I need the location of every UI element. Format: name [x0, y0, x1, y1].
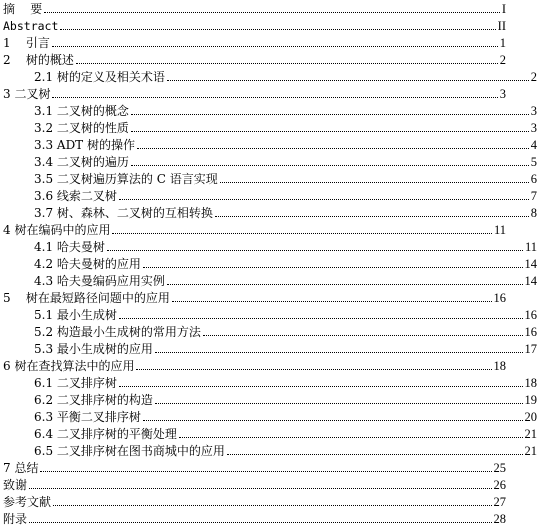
toc-entry-page: 7	[530, 189, 537, 203]
dot-leader	[52, 96, 497, 98]
dot-leader	[143, 266, 523, 268]
dot-leader	[53, 504, 491, 506]
toc-entry-title: 6.4 二叉排序树的平衡处理	[34, 427, 177, 441]
toc-entry-page: 28	[493, 512, 506, 526]
toc-entry-title: 附录	[3, 512, 28, 526]
dot-leader	[136, 368, 491, 370]
toc-entry-page: I	[501, 2, 506, 16]
toc-entry-section-4-2[interactable]	[0, 255, 537, 271]
toc-entry-page: II	[497, 19, 506, 33]
toc-entry-page: 20	[524, 410, 537, 424]
toc-entry-title: 3.1 二叉树的概念	[34, 104, 129, 118]
toc-entry-page: 14	[524, 274, 537, 288]
toc-entry-title: 5 树在最短路径问题中的应用	[3, 291, 170, 305]
dot-leader	[179, 436, 523, 438]
toc-entry-chapter-5[interactable]	[0, 289, 506, 305]
toc-entry-chapter-3[interactable]	[0, 85, 506, 101]
toc-entry-title: Abstract	[3, 19, 59, 33]
toc-entry-page: 16	[524, 308, 537, 322]
toc-entry-title: 5.1 最小生成树	[34, 308, 117, 322]
toc-entry-appendix[interactable]	[0, 510, 506, 526]
toc-entry-section-6-3[interactable]	[0, 408, 537, 424]
dot-leader	[107, 249, 523, 251]
dot-leader	[131, 164, 529, 166]
toc-entry-page: 5	[530, 155, 537, 169]
toc-entry-section-6-1[interactable]	[0, 374, 537, 390]
toc-entry-title: 6.3 平衡二叉排序树	[34, 410, 141, 424]
toc-entry-page: 25	[493, 461, 506, 475]
toc-entry-page: 8	[530, 206, 537, 220]
toc-entry-title: 2.1 树的定义及相关术语	[34, 70, 165, 84]
toc-entry-title: 3.3 ADT 树的操作	[34, 138, 136, 152]
toc-entry-title: 4.2 哈夫曼树的应用	[34, 257, 141, 271]
toc-entry-section-6-5[interactable]	[0, 442, 537, 458]
toc-entry-page: 11	[524, 240, 537, 254]
toc-entry-section-3-2[interactable]	[0, 119, 537, 135]
toc-entry-page: 26	[493, 478, 506, 492]
toc-entry-page: 21	[524, 444, 537, 458]
toc-entry-page: 6	[530, 172, 537, 186]
toc-entry-title: 摘 要	[3, 2, 43, 16]
dot-leader	[137, 147, 529, 149]
dot-leader	[119, 385, 523, 387]
dot-leader	[215, 215, 529, 217]
dot-leader	[220, 181, 529, 183]
dot-leader	[155, 351, 523, 353]
toc-entry-references[interactable]	[0, 493, 506, 509]
toc-entry-page: 4	[530, 138, 537, 152]
toc-entry-page: 1	[499, 36, 506, 50]
dot-leader	[119, 317, 523, 319]
toc-entry-page: 3	[530, 121, 537, 135]
toc-entry-acknowledgements[interactable]	[0, 476, 506, 492]
toc-entry-section-3-7[interactable]	[0, 204, 537, 220]
dot-leader	[227, 453, 523, 455]
toc-entry-section-3-6[interactable]	[0, 187, 537, 203]
toc-entry-title: 3.7 树、森林、二叉树的互相转换	[34, 206, 213, 220]
toc-entry-section-2-1[interactable]	[0, 68, 537, 84]
toc-entry-page: 3	[530, 104, 537, 118]
toc-entry-page: 2	[530, 70, 537, 84]
toc-entry-section-6-2[interactable]	[0, 391, 537, 407]
toc-entry-page: 21	[524, 427, 537, 441]
dot-leader	[76, 62, 498, 64]
toc-entry-abstract-en[interactable]	[0, 17, 506, 33]
toc-entry-section-5-2[interactable]	[0, 323, 537, 339]
dot-leader	[44, 11, 500, 13]
dot-leader	[112, 232, 492, 234]
toc-entry-title: 6 树在查找算法中的应用	[3, 359, 135, 373]
toc-entry-page: 19	[524, 393, 537, 407]
toc-entry-title: 3.5 二叉树遍历算法的 C 语言实现	[34, 172, 218, 186]
dot-leader	[29, 487, 491, 489]
toc-entry-section-4-3[interactable]	[0, 272, 537, 288]
toc-entry-title: 2 树的概述	[3, 53, 74, 67]
toc-entry-abstract-cn[interactable]	[0, 0, 506, 16]
toc-entry-title: 3 二叉树	[3, 87, 51, 101]
toc-entry-page: 3	[499, 87, 506, 101]
toc-entry-chapter-2[interactable]	[0, 51, 506, 67]
toc-entry-section-4-1[interactable]	[0, 238, 537, 254]
dot-leader	[203, 334, 523, 336]
toc-entry-title: 6.1 二叉排序树	[34, 376, 117, 390]
toc-entry-title: 4.1 哈夫曼树	[34, 240, 105, 254]
toc-entry-title: 6.5 二叉排序树在图书商城中的应用	[34, 444, 225, 458]
dot-leader	[167, 79, 529, 81]
toc-entry-section-3-4[interactable]	[0, 153, 537, 169]
toc-entry-page: 16	[524, 325, 537, 339]
toc-entry-section-6-4[interactable]	[0, 425, 537, 441]
toc-entry-title: 5.2 构造最小生成树的常用方法	[34, 325, 201, 339]
toc-entry-page: 18	[493, 359, 506, 373]
toc-entry-title: 致谢	[3, 478, 28, 492]
toc-entry-title: 3.6 线索二叉树	[34, 189, 117, 203]
toc-entry-title: 3.4 二叉树的遍历	[34, 155, 129, 169]
toc-entry-chapter-4[interactable]	[0, 221, 506, 237]
toc-entry-page: 14	[524, 257, 537, 271]
toc-entry-title: 参考文献	[3, 495, 52, 509]
toc-entry-section-3-5[interactable]	[0, 170, 537, 186]
dot-leader	[143, 419, 523, 421]
toc-entry-section-3-1[interactable]	[0, 102, 537, 118]
toc-entry-page: 27	[493, 495, 506, 509]
dot-leader	[155, 402, 523, 404]
toc-entry-section-5-3[interactable]	[0, 340, 537, 356]
dot-leader	[29, 521, 491, 523]
dot-leader	[60, 28, 495, 30]
toc-entry-page: 17	[524, 342, 537, 356]
toc-entry-page: 18	[524, 376, 537, 390]
dot-leader	[119, 198, 529, 200]
toc-entry-section-3-3[interactable]	[0, 136, 537, 152]
toc-entry-page: 2	[499, 53, 506, 67]
toc-entry-chapter-1[interactable]	[0, 34, 506, 50]
toc-entry-page: 16	[493, 291, 506, 305]
toc-entry-title: 4.3 哈夫曼编码应用实例	[34, 274, 165, 288]
toc-entry-title: 6.2 二叉排序树的构造	[34, 393, 153, 407]
dot-leader	[131, 130, 529, 132]
toc-entry-title: 1 引言	[3, 36, 50, 50]
dot-leader	[172, 300, 492, 302]
toc-entry-section-5-1[interactable]	[0, 306, 537, 322]
toc-entry-title: 7 总结	[3, 461, 39, 475]
toc-entry-chapter-6[interactable]	[0, 357, 506, 373]
dot-leader	[167, 283, 523, 285]
dot-leader	[52, 45, 498, 47]
toc-entry-title: 3.2 二叉树的性质	[34, 121, 129, 135]
toc-entry-title: 5.3 最小生成树的应用	[34, 342, 153, 356]
dot-leader	[131, 113, 529, 115]
toc-entry-page: 11	[493, 223, 506, 237]
dot-leader	[40, 470, 491, 472]
toc-entry-title: 4 树在编码中的应用	[3, 223, 111, 237]
toc-entry-chapter-7[interactable]	[0, 459, 506, 475]
